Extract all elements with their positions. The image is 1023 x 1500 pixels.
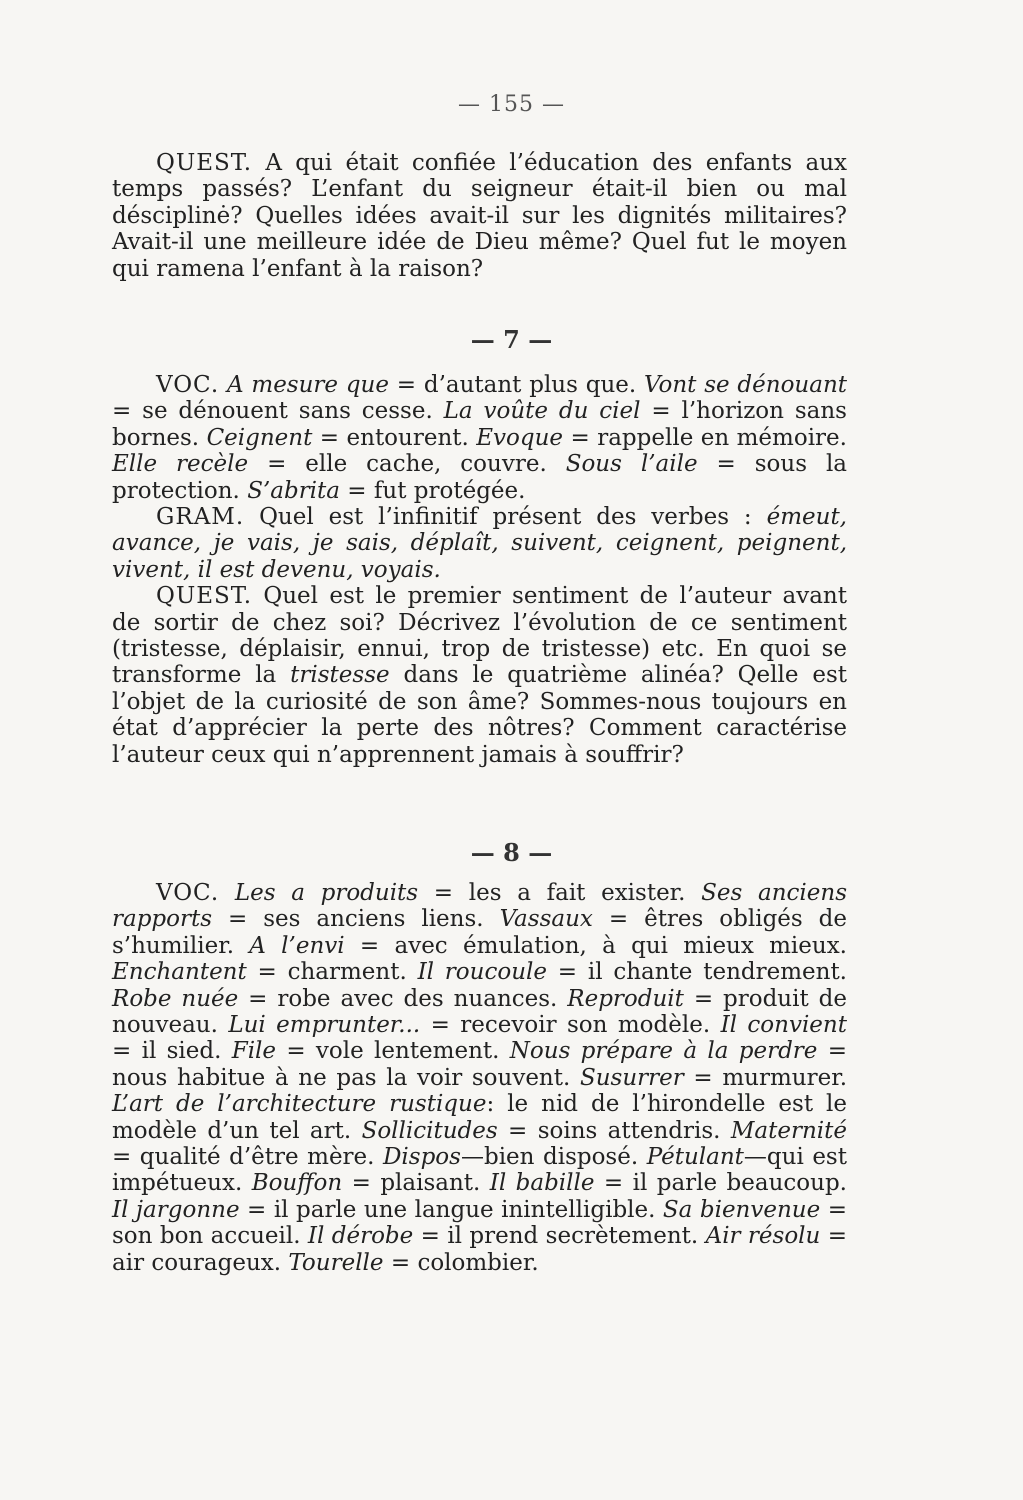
voc-definition: bien disposé. bbox=[483, 1144, 647, 1171]
voc-separator: = bbox=[388, 372, 424, 398]
voc-definition: ses anciens liens. bbox=[263, 906, 500, 933]
section-7-voc bbox=[112, 372, 847, 504]
section-8-number: — 8 — bbox=[470, 838, 553, 867]
voc-separator: = bbox=[640, 398, 682, 425]
quest-label: QUEST. bbox=[156, 583, 253, 610]
section-8-voc bbox=[112, 880, 847, 1276]
voc-term: S’abrita bbox=[247, 477, 340, 504]
voc-list bbox=[112, 372, 847, 504]
voc-separator: = bbox=[383, 1249, 418, 1276]
voc-separator: = bbox=[563, 424, 598, 451]
voc-term: A mesure que bbox=[226, 372, 389, 398]
voc-term: Elle recèle bbox=[112, 451, 249, 478]
voc-definition: entourent. bbox=[346, 424, 477, 451]
voc-term: File bbox=[231, 1038, 277, 1065]
voc-separator: — bbox=[460, 1144, 484, 1171]
voc-definition: son bon accueil. bbox=[112, 1223, 308, 1250]
voc-definition: il sied. bbox=[141, 1038, 232, 1065]
voc-term: Les a produits bbox=[234, 880, 419, 906]
voc-term: Il jargonne bbox=[112, 1196, 240, 1223]
voc-term: Susurrer bbox=[579, 1064, 684, 1091]
voc-separator: = bbox=[420, 1012, 461, 1039]
voc-list bbox=[112, 880, 847, 1276]
section-8 bbox=[112, 880, 847, 1276]
voc-separator: = bbox=[238, 985, 278, 1012]
voc-definition: colombier. bbox=[417, 1249, 539, 1276]
voc-definition: murmurer. bbox=[722, 1064, 847, 1091]
voc-definition: avec émulation, à qui mieux mieux. bbox=[394, 932, 847, 959]
voc-separator: = bbox=[246, 959, 288, 986]
voc-label: VOC. bbox=[156, 880, 220, 906]
voc-term: Ses anciens rapports bbox=[112, 880, 847, 933]
voc-separator: = bbox=[592, 906, 645, 933]
quest-italic: tristesse bbox=[290, 662, 390, 689]
voc-separator: = bbox=[340, 477, 374, 504]
voc-definition: il parle une langue inintelligible. bbox=[273, 1196, 663, 1223]
gram-verbs: émeut, avance, je vais, je sais, déplaît, suivent, ceignent, peignent, vivent, il est devenu, voyais. bbox=[112, 504, 847, 583]
voc-separator: = bbox=[817, 1038, 848, 1065]
voc-term: Lui emprunter... bbox=[228, 1012, 421, 1039]
voc-separator: = bbox=[112, 398, 143, 425]
quest-text-1: Quel est le premier sentiment de l’auteur avant de sortir de chez soi? Décrivez l’évolution de ce sentiment (tristesse, déplaisir, ennui, trop de tristesse) etc. En quoi se transforme la bbox=[112, 583, 847, 689]
voc-definition: recevoir son modèle. bbox=[460, 1012, 721, 1039]
voc-separator: = bbox=[239, 1196, 274, 1223]
voc-separator: = bbox=[683, 1064, 723, 1091]
gram-label: GRAM. bbox=[156, 504, 245, 531]
quest-text: A qui était confiée l’éducation des enfants aux temps passés? L’enfant du seigneur était-il bien ou mal désciplinė? Quelles idées avait-il sur les dignités militaires? Avait-il une meilleure idée de Dieu même? Quel fut le moyen qui ramena l’enfant à la raison? bbox=[112, 150, 847, 282]
voc-term: Ceignent bbox=[206, 424, 313, 451]
section-7 bbox=[112, 372, 847, 768]
voc-definition: vole lentement. bbox=[315, 1038, 510, 1065]
voc-separator: = bbox=[312, 424, 347, 451]
voc-separator: = bbox=[212, 906, 264, 933]
voc-term: A l’envi bbox=[249, 932, 345, 959]
quest-text-2: dans le quatrième alinéa? Qelle est l’objet de la curiosité de son âme? Sommes-nous toujours en état d’apprécier la perte des nôtres? Comment caractérise l’auteur ceux qui n’apprennent jamais à souffrir? bbox=[112, 662, 847, 768]
voc-term: Il convient bbox=[720, 1012, 847, 1039]
page-number: — 155 — bbox=[458, 92, 565, 117]
voc-term: Sa bienvenue bbox=[662, 1196, 821, 1223]
voc-term: Il babille bbox=[489, 1170, 595, 1197]
voc-term: L’art de l’architecture rustique bbox=[112, 1091, 487, 1118]
voc-term: Pétulant bbox=[646, 1144, 744, 1171]
voc-definition: air courageux. bbox=[112, 1249, 289, 1276]
voc-term: Vont se dénouant bbox=[644, 372, 847, 398]
voc-term: Bouffon bbox=[251, 1170, 343, 1197]
voc-separator: = bbox=[418, 880, 469, 906]
voc-definition: fut protégée. bbox=[373, 477, 526, 504]
voc-separator: : bbox=[486, 1091, 508, 1118]
voc-definition: qualité d’être mère. bbox=[139, 1144, 383, 1171]
voc-term: Tourelle bbox=[288, 1249, 384, 1276]
voc-term: Evoque bbox=[476, 424, 564, 451]
voc-definition: nous habitue à ne pas la voir souvent. bbox=[112, 1064, 580, 1091]
voc-definition: les a fait exister. bbox=[468, 880, 702, 906]
voc-definition: rappelle en mémoire. bbox=[597, 424, 847, 451]
voc-separator: = bbox=[594, 1170, 633, 1197]
voc-definition: le nid de l’hirondelle est le modèle d’un tel art. bbox=[112, 1091, 848, 1144]
voc-definition: qui est impétueux. bbox=[112, 1144, 847, 1197]
voc-separator: = bbox=[276, 1038, 316, 1065]
voc-term: Sous l’aile bbox=[565, 451, 698, 478]
voc-definition: soins attendris. bbox=[537, 1117, 731, 1144]
voc-definition: se dénouent sans cesse. bbox=[142, 398, 444, 425]
section-7-number: — 7 — bbox=[470, 325, 553, 354]
voc-term: Vassaux bbox=[499, 906, 593, 933]
section-6-quest bbox=[112, 150, 847, 282]
voc-definition: plaisant. bbox=[380, 1170, 490, 1197]
voc-term: Enchantent bbox=[112, 959, 247, 986]
voc-term: Dispos bbox=[382, 1144, 461, 1171]
voc-label: VOC. bbox=[156, 372, 220, 398]
voc-definition: robe avec des nuances. bbox=[277, 985, 568, 1012]
voc-term: Il roucoule bbox=[417, 959, 547, 986]
voc-definition: charment. bbox=[287, 959, 418, 986]
section-7-quest bbox=[112, 583, 847, 768]
voc-definition: il parle beaucoup. bbox=[632, 1170, 847, 1197]
quest-label: QUEST. bbox=[156, 150, 253, 176]
voc-separator: = bbox=[344, 932, 395, 959]
voc-definition: êtres obligés de s’humilier. bbox=[112, 906, 847, 959]
voc-term: La voûte du ciel bbox=[443, 398, 641, 425]
voc-separator: = bbox=[248, 451, 306, 478]
voc-definition: il chante tendrement. bbox=[587, 959, 847, 986]
voc-term: Air résolu bbox=[705, 1223, 821, 1250]
voc-term: Nous prépare à la perdre bbox=[509, 1038, 818, 1065]
voc-definition: sous la protection. bbox=[112, 451, 848, 504]
voc-definition: d’autant plus que. bbox=[423, 372, 644, 398]
voc-term: Reproduit bbox=[567, 985, 684, 1012]
voc-definition: produit de nouveau. bbox=[112, 985, 847, 1039]
voc-definition: l’horizon sans bornes. bbox=[112, 398, 847, 451]
voc-definition: il prend secrètement. bbox=[447, 1223, 706, 1250]
voc-separator: = bbox=[112, 1038, 142, 1065]
gram-text: Quel est l’infinitif présent des verbes : bbox=[259, 504, 752, 531]
voc-definition: elle cache, couvre. bbox=[305, 451, 566, 478]
section-7-gram bbox=[112, 504, 847, 583]
voc-separator: = bbox=[112, 1144, 140, 1171]
voc-separator: — bbox=[743, 1144, 767, 1171]
voc-separator: = bbox=[683, 985, 724, 1012]
voc-term: Robe nuée bbox=[112, 985, 239, 1012]
voc-separator: = bbox=[342, 1170, 381, 1197]
voc-term: Sollicitudes bbox=[361, 1117, 498, 1144]
voc-separator: = bbox=[413, 1223, 448, 1250]
voc-separator: = bbox=[546, 959, 588, 986]
voc-separator: = bbox=[497, 1117, 538, 1144]
voc-separator: = bbox=[820, 1223, 848, 1250]
voc-separator: = bbox=[697, 451, 755, 478]
voc-term: Il dérobe bbox=[307, 1223, 414, 1250]
voc-separator: = bbox=[820, 1196, 847, 1223]
voc-term: Maternité bbox=[730, 1117, 847, 1144]
